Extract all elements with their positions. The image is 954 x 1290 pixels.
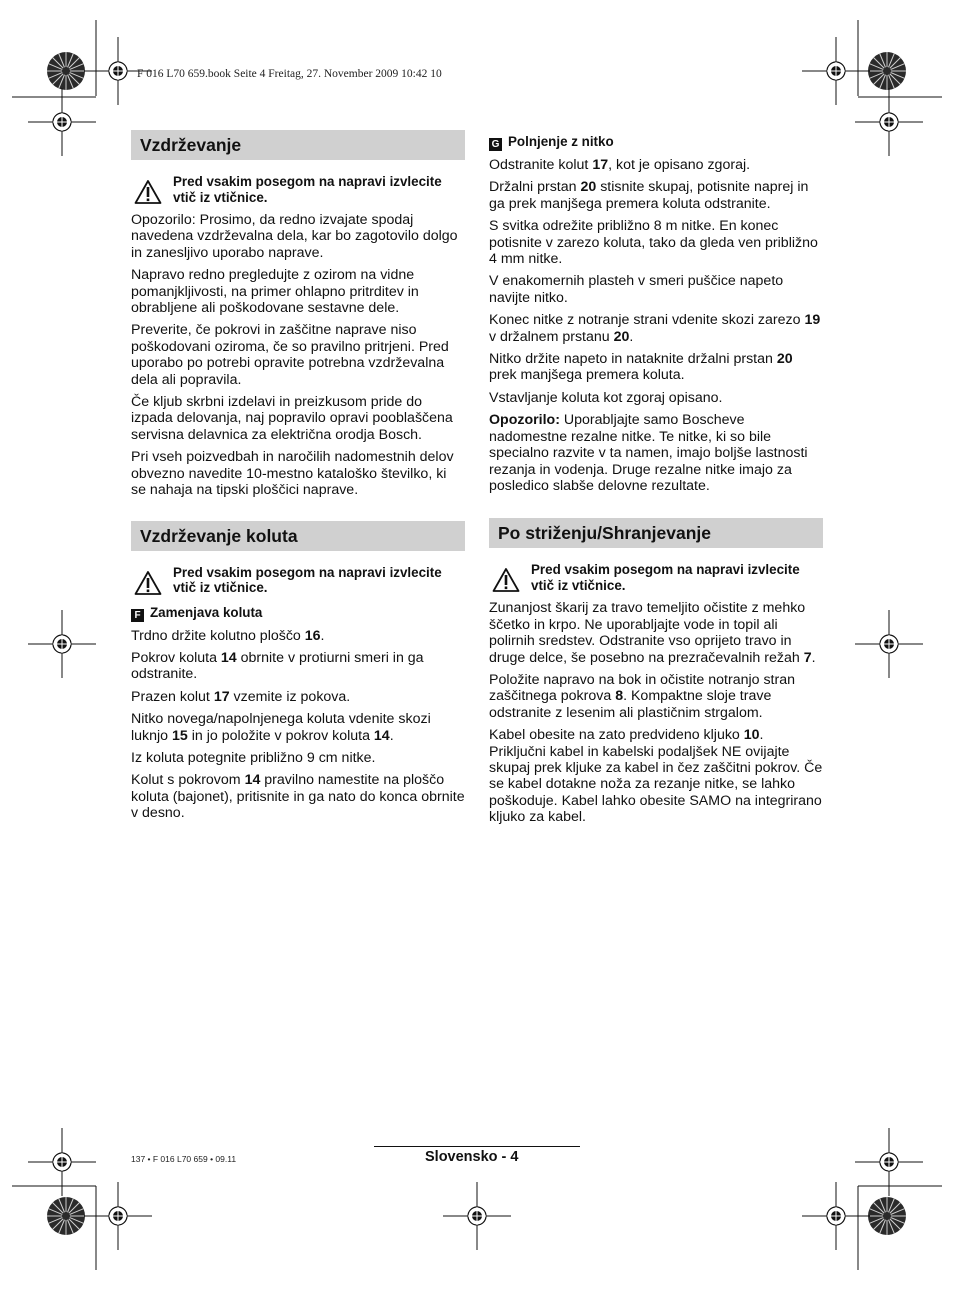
paragraph: Prazen kolut 17 vzemite iz pokova. bbox=[131, 688, 351, 705]
warning-triangle-icon bbox=[134, 570, 162, 596]
paragraph: Če kljub skrbni izdelavi in preizkusom pride do izpada delovanja, naj popravilo opravi pooblaščena servisna delavnica za električna orodja Bosch. bbox=[131, 394, 453, 443]
subheading-text: Polnjenje z nitko bbox=[508, 134, 614, 149]
paragraph: Napravo redno pregledujte z ozirom na vidne pomanjkljivosti, na primer ohlapno pritrditev in obrabljene ali poškodovane sestavne dele. bbox=[131, 267, 419, 317]
left-column bbox=[131, 130, 465, 828]
paragraph: Odstranite kolut 17, kot je opisano zgoraj. bbox=[489, 157, 751, 173]
paragraph: Pri vseh poizvedbah in naročilih nadomestnih delov obvezno navedite 10-mestno kataloško številko, ki se nahaja na tipski ploščici naprave. bbox=[131, 449, 454, 499]
paragraph: Opozorilo: Prosimo, da redno izvajate spodaj navedena vzdrževalna dela, kar bo zagotovilo dolgo in zanesljivo uporabo naprave. bbox=[131, 212, 458, 261]
warning-text: Pred vsakim posegom na napravi izvlecite vtič iz vtičnice. bbox=[531, 562, 800, 593]
footer-code: 137 • F 016 L70 659 • 09.11 bbox=[131, 1154, 237, 1164]
paragraph: S svitka odrežite približno 8 m nitke. En konec potisnite v zarezo koluta, tako da gleda ven približno 4 mm nitke. bbox=[489, 218, 818, 268]
warning-block bbox=[131, 565, 465, 599]
paragraph: Pokrov koluta 14 obrnite v protiurni smeri in ga odstranite. bbox=[131, 649, 424, 683]
paragraph: Opozorilo: Uporabljajte samo Boscheve nadomestne rezalne nitke. Te nitke, ki so bile specialno razvite v ta namen, imajo boljše lastnosti rezanja in vodenja. Druge rezalne nitke imajo za posledico slabše delovne rezultate. bbox=[489, 412, 808, 494]
section-heading-maintenance: Vzdrževanje bbox=[131, 130, 465, 160]
paragraph: Iz koluta potegnite približno 9 cm nitke. bbox=[131, 749, 376, 766]
warning-text: Pred vsakim posegom na napravi izvlecite vtič iz vtičnice. bbox=[173, 174, 442, 205]
section-heading-storage: Po striženju/Shranjevanje bbox=[489, 518, 823, 548]
section-heading-spool: Vzdrževanje koluta bbox=[131, 521, 465, 551]
warning-triangle-icon bbox=[492, 567, 520, 593]
warning-block bbox=[131, 174, 465, 208]
page-number: Slovensko - 4 bbox=[425, 1149, 519, 1165]
paragraph: Trdno držite kolutno ploščo 16. bbox=[131, 627, 325, 644]
figure-label-badge: G bbox=[489, 138, 502, 151]
figure-label-badge: F bbox=[131, 609, 144, 622]
paragraph: Zunanjost škarij za travo temeljito očistite z mehko ščetko in krpo. Ne uporabljajte vode in topil ali polirnih sredstev. Odstranite vso oprijeto travo in druge delce, še posebno na prezračevalnih režah 7. bbox=[489, 600, 816, 666]
subheading-replace-spool bbox=[131, 605, 465, 622]
paragraph: Vstavljanje koluta kot zgoraj opisano. bbox=[489, 389, 723, 406]
paragraph: Kabel obesite na zato predvideno kljuko 10. Priključni kabel in kabelski podaljšek NE ovijajte skupaj prek kljuke za kabel in čez zaščitni pokrov. Če se kabel dotakne noža za rezanje nitke, se lahko poškoduje. Kabel lahko obesite SAMO na integrirano kljuko za kabel. bbox=[489, 727, 823, 826]
subheading-refill-line bbox=[489, 134, 823, 151]
footer-rule bbox=[374, 1146, 580, 1147]
paragraph: V enakomernih plasteh v smeri puščice napeto navijte nitko. bbox=[489, 273, 784, 306]
paragraph: Nitko novega/napolnjenega koluta vdenite skozi luknjo 15 in jo položite v pokrov koluta 14. bbox=[131, 711, 431, 744]
paragraph: Nitko držite napeto in nataknite držalni prstan 20 prek manjšega premera koluta. bbox=[489, 351, 793, 384]
warning-text: Pred vsakim posegom na napravi izvlecite vtič iz vtičnice. bbox=[173, 564, 442, 595]
paragraph: Preverite, če pokrovi in zaščitne naprave niso poškodovani oziroma, če so pravilno pritrjeni. Pred uporabo po potrebi opravite potrebna vzdrževalna dela ali popravila. bbox=[131, 322, 449, 388]
print-header: F 016 L70 659.book Seite 4 Freitag, 27. November 2009 10:42 10 bbox=[137, 68, 442, 80]
right-column bbox=[489, 130, 823, 832]
paragraph: Položite napravo na bok in očistite notranjo stran zaščitnega pokrova 8. Kompaktne sloje trave odstranite z lesenim ali plastičnim strgalom. bbox=[489, 671, 796, 721]
paragraph: Držalni prstan 20 stisnite skupaj, potisnite naprej in ga prek manjšega premera koluta odstranite. bbox=[489, 179, 809, 212]
warning-triangle-icon bbox=[134, 179, 162, 205]
subheading-text: Zamenjava koluta bbox=[150, 604, 263, 620]
paragraph: Kolut s pokrovom 14 pravilno namestite na ploščo koluta (bajonet), pritisnite in ga nato do konca obrnite v desno. bbox=[131, 772, 465, 822]
warning-block bbox=[489, 562, 823, 596]
paragraph: Konec nitke z notranje strani vdenite skozi zarezo 19 v držalnem prstanu 20. bbox=[489, 312, 821, 345]
